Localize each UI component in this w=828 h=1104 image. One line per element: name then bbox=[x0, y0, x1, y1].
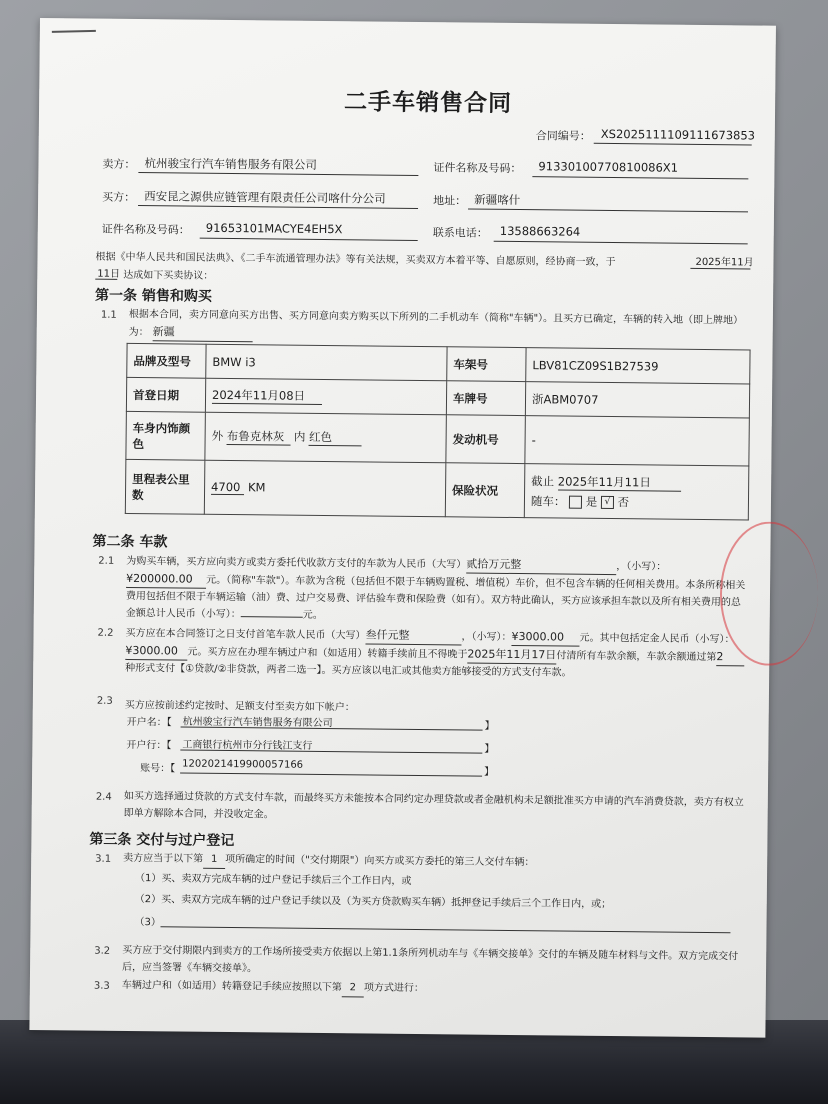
contract-no-label: 合同编号： bbox=[535, 129, 591, 143]
bracket-close: 】 bbox=[484, 720, 495, 732]
color-ext-prefix: 外 bbox=[211, 428, 224, 443]
clause-2-4: 如买方选择通过贷款的方式支付车款，而最终买方未能按本合同约定办理贷款或者金融机构未足额批准买方申请的汽车消费贷款，卖方有权立即单方解除本合同，并没收定金。 bbox=[123, 790, 744, 821]
price-upper: 贰拾万元整 bbox=[466, 555, 616, 575]
buyer-name: 西安昆之源供应链管理有限责任公司喀什分公司 bbox=[144, 189, 386, 206]
engine-label: 发动机号 bbox=[446, 415, 525, 464]
bracket-close: 】 bbox=[484, 766, 495, 778]
clause-number: 2.3 bbox=[96, 695, 113, 707]
plate-label: 车牌号 bbox=[446, 381, 525, 416]
insurance-yes-checkbox bbox=[569, 495, 582, 508]
clause-2-1-d: 元。 bbox=[302, 609, 323, 621]
seller-id-label: 证件名称及号码： bbox=[433, 161, 522, 176]
insurance-until-prefix: 截止 bbox=[531, 473, 555, 488]
account-no-label: 账号：【 bbox=[140, 763, 176, 775]
delivery-option-3: （3） bbox=[134, 917, 161, 929]
clause-3-1-b: 项所确定的时间（"交付期限"）向买方或买方委托的第三人交付车辆： bbox=[225, 853, 535, 869]
phone-label: 联系电话： bbox=[432, 226, 488, 240]
insurance-value bbox=[524, 464, 749, 520]
clause-2-2-c: 元。其中包括定金人民币（小写）： bbox=[579, 632, 735, 646]
buyer-id-label: 证件名称及号码： bbox=[101, 222, 190, 237]
address-label: 地址： bbox=[433, 194, 467, 208]
first-payment-upper: 叁仟元整 bbox=[365, 626, 461, 645]
color-exterior: 布鲁克林灰 bbox=[227, 428, 291, 446]
balance-deadline: 2025年11月17日 bbox=[467, 646, 556, 665]
mileage-label: 里程表公里数 bbox=[125, 459, 205, 514]
clause-2-2-d: 元。买方应在办理车辆过户和（如适用）转籍手续前且不得晚于 bbox=[187, 646, 468, 661]
clause-3-1-a: 卖方应当于以下第 bbox=[123, 852, 204, 865]
contract-page bbox=[29, 18, 776, 1038]
transfer-place: 新疆 bbox=[153, 323, 253, 342]
preamble-end: 达成如下买卖协议： bbox=[123, 269, 214, 282]
clause-3-3-b: 项方式进行： bbox=[363, 982, 424, 995]
transfer-choice: 2 bbox=[342, 979, 364, 997]
account-bank-label: 开户行：【 bbox=[126, 739, 172, 752]
account-name: 杭州骏宝行汽车销售服务有限公司 bbox=[182, 716, 333, 730]
section-2-title: 第二条 车款 bbox=[92, 533, 168, 551]
vehicle-table bbox=[125, 343, 751, 521]
clause-2-2-b: ，（小写）： bbox=[461, 631, 512, 643]
preamble-date: 2025年11月 bbox=[695, 256, 754, 269]
bracket-close: 】 bbox=[484, 743, 495, 755]
clause-2-3: 买方应按前述约定按时、足额支付至卖方如下帐户： bbox=[124, 699, 355, 714]
clause-number: 2.4 bbox=[95, 791, 112, 803]
clause-2-2-e: 付清所有车款余额，车款余额通过第 bbox=[556, 650, 717, 664]
insurance-label: 保险状况 bbox=[445, 463, 525, 518]
clause-1-1 bbox=[129, 306, 751, 348]
deposit-amount: ¥3000.00 bbox=[125, 642, 187, 661]
buyer-label: 买方： bbox=[102, 190, 136, 205]
clause-number: 2.1 bbox=[98, 555, 115, 567]
account-bank: 工商银行杭州市分行钱江支行 bbox=[182, 739, 313, 752]
preamble-day: 11日 bbox=[97, 268, 121, 280]
payment-method: 2 bbox=[716, 648, 744, 666]
clause-number: 2.2 bbox=[97, 627, 114, 639]
brand-value: BMW i3 bbox=[206, 344, 447, 381]
insurance-no-checkbox: √ bbox=[601, 495, 614, 508]
contract-no: XS2025111109111673853 bbox=[600, 126, 756, 143]
clause-number: 3.1 bbox=[95, 853, 112, 865]
clause-number: 1.1 bbox=[100, 309, 117, 321]
total-blank bbox=[241, 616, 303, 618]
color-label: 车身内饰颜色 bbox=[126, 411, 205, 460]
buyer-id: 91653101MACYE4EH5X bbox=[205, 220, 343, 237]
red-seal-stamp bbox=[719, 521, 819, 666]
clause-3-2: 买方应于交付期限内到卖方的工作场所接受卖方依据以上第1.1条所列机动车与《车辆交接单》交付的车辆及随车材料与文件。双方完成交付后，应当签署《车辆交接单》。 bbox=[122, 944, 739, 975]
clause-2-2 bbox=[125, 624, 748, 684]
clause-2-2-a: 买方应在本合同签订之日支付首笔车款人民币（大写） bbox=[125, 627, 366, 642]
clause-number: 3.2 bbox=[94, 945, 111, 957]
delivery-choice: 1 bbox=[203, 851, 225, 869]
mileage-number: 4700 bbox=[211, 480, 244, 495]
color-int-prefix: 内 bbox=[293, 429, 306, 444]
section-3-title: 第三条 交付与过户登记 bbox=[89, 831, 235, 850]
insurance-with-car-label: 随车： bbox=[530, 493, 566, 509]
phone-value: 13588663264 bbox=[499, 223, 581, 239]
address-value: 新疆喀什 bbox=[474, 192, 521, 208]
pen-mark bbox=[52, 30, 96, 33]
seller-label: 卖方： bbox=[102, 157, 136, 172]
clause-number: 3.3 bbox=[93, 980, 110, 992]
page-title: 二手车销售合同 bbox=[343, 89, 513, 117]
brand-label: 品牌及型号 bbox=[127, 343, 206, 378]
account-name-label: 开户名：【 bbox=[126, 716, 172, 729]
insurance-until: 2025年11月11日 bbox=[558, 473, 681, 491]
insurance-no-label: 否 bbox=[617, 494, 630, 509]
delivery-option-1: （1）买、卖双方完成车辆的过户登记手续后三个工作日内，或 bbox=[134, 873, 412, 887]
seller-id: 91330100770810086X1 bbox=[538, 159, 679, 175]
clause-2-2-f: 种形式支付【①贷款/②非贷款，两者二选一】。买方应该以电汇或其他卖方能够接受的方式支付车款。 bbox=[125, 662, 572, 679]
clause-2-1 bbox=[126, 552, 749, 629]
clause-1-1-text: 根据本合同，卖方同意向买方出售、买方同意向卖方购买以下所列的二手机动车（简称"车辆"）。且买方已确定，车辆的转入地（即上牌地）为： bbox=[128, 308, 744, 339]
reg-date: 2024年11月08日 bbox=[212, 387, 322, 405]
seller-name: 杭州骏宝行汽车销售服务有限公司 bbox=[144, 156, 318, 172]
reg-date-value bbox=[205, 378, 446, 415]
reg-date-label: 首登日期 bbox=[126, 377, 205, 412]
price-lower: ¥200000.00 bbox=[126, 570, 206, 589]
color-interior: 红色 bbox=[309, 429, 362, 447]
vin-value: LBV81CZ09S1B27539 bbox=[526, 348, 750, 384]
first-payment-lower: ¥3000.00 bbox=[511, 628, 579, 647]
plate-value: 浙ABM0707 bbox=[525, 382, 749, 418]
clause-2-1-c: 元。（简称"车款"）。车款为含税（包括但不限于车辆购置税、增值税）车价，但不包含车辆的任何相关费用。本条所称相关费用包括但不限于车辆运输（油）费、过户交易费、评估验车费和保险费（如有）。双方特此确认，买方应该承担车款以及所有相关费用的总金额总计人民币（小写）： bbox=[125, 574, 746, 621]
account-no: 1202021419900057166 bbox=[182, 758, 304, 771]
delivery-option-2: （2）买、卖双方完成车辆的过户登记手续以及（为买方贷款购买车辆）抵押登记手续后三个工作日内，或； bbox=[134, 894, 612, 911]
insurance-yes-label: 是 bbox=[585, 494, 598, 509]
mileage-value bbox=[204, 460, 446, 517]
vin-label: 车架号 bbox=[447, 347, 526, 382]
clause-2-1-a: 为购买车辆，买方应向卖方或卖方委托代收款方支付的车款为人民币（大写） bbox=[126, 555, 467, 571]
color-value bbox=[205, 412, 446, 463]
preamble: 根据《中华人民共和国民法典》、《二手车流通管理办法》等有关法规，买卖双方本着平等、自愿原则，经协商一致，于 bbox=[95, 251, 616, 269]
engine-value: - bbox=[525, 416, 749, 466]
clause-2-1-b: ，（小写）： bbox=[616, 561, 667, 573]
clause-3-3-a: 车辆过户和（如适用）转籍登记手续应按照以下第 bbox=[121, 979, 342, 994]
mileage-unit: KM bbox=[247, 480, 266, 495]
section-1-title: 第一条 销售和购买 bbox=[95, 287, 213, 305]
